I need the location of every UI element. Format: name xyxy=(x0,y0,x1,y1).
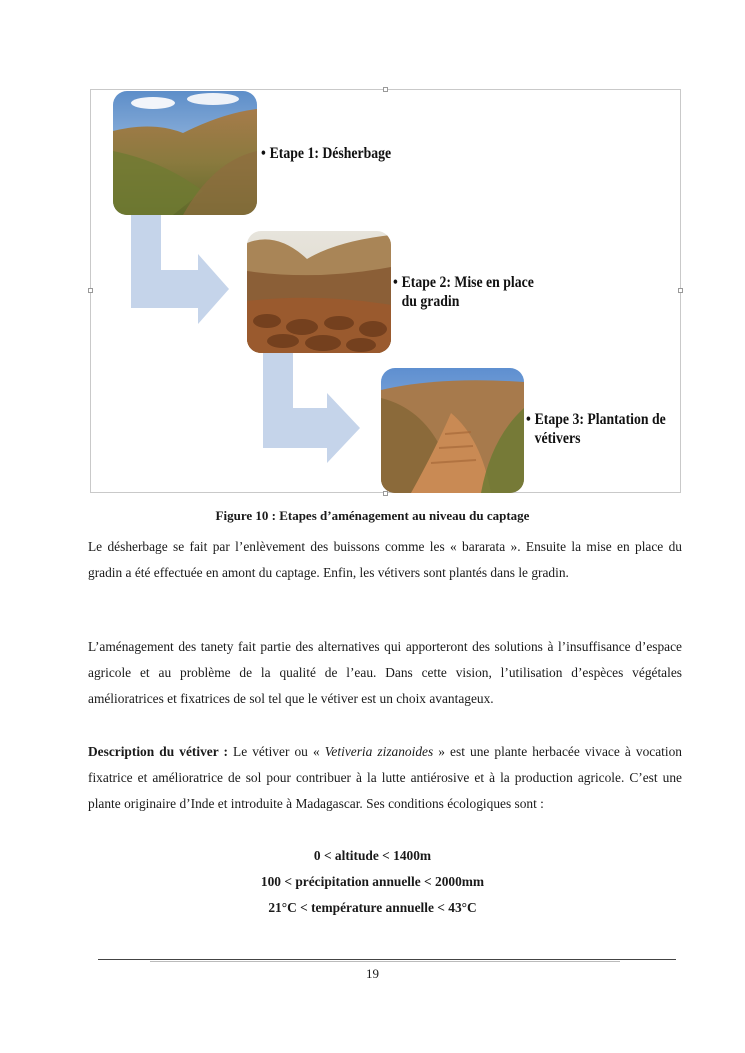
step-1-line1: Etape 1: Désherbage xyxy=(269,145,392,162)
figure-caption: Figure 10 : Etapes d’aménagement au niveau du captage xyxy=(215,508,530,523)
step-2-line2: du gradin xyxy=(401,293,460,310)
description-text-a: Le vétiver ou « xyxy=(227,744,325,759)
step-3-line2: vétivers xyxy=(534,430,581,447)
footer-rule xyxy=(98,959,676,960)
step-3-line1: Etape 3: Plantation de xyxy=(534,411,666,428)
paragraph-text: L’aménagement des tanety fait partie des alternatives qui apporteront des solutions à l’insuffisance d’espace agricole et au problème de la qualité de l’eau. Dans cette vision, l’utilisation d’espèces végétales amélioratrices et fixatrices de sol tel que le vétiver est un choix avantageux. xyxy=(88,639,682,706)
resize-handle[interactable] xyxy=(383,87,388,92)
page-number: 19 xyxy=(366,966,379,981)
condition-precipitation: 100 < précipitation annuelle < 2000mm xyxy=(260,874,485,889)
bullet: • xyxy=(526,411,531,428)
photo-desherbage xyxy=(113,91,257,215)
bullet: • xyxy=(393,274,398,291)
resize-handle[interactable] xyxy=(383,491,388,496)
arrow-step2-to-step3 xyxy=(263,353,360,463)
footer-rule-shadow xyxy=(150,961,620,962)
photo-gradin xyxy=(247,231,391,353)
paragraph-description xyxy=(88,739,682,817)
bullet: • xyxy=(261,145,266,162)
condition-temperature: 21°C < température annuelle < 43°C xyxy=(268,900,477,915)
arrow-step1-to-step2 xyxy=(131,212,229,324)
step-2-line1: Etape 2: Mise en place xyxy=(401,274,534,291)
step-2-label xyxy=(393,273,534,311)
step-1-label xyxy=(261,144,391,163)
paragraph-desherbage xyxy=(88,534,682,586)
condition-altitude: 0 < altitude < 1400m xyxy=(313,848,432,863)
photo-vetivers xyxy=(381,368,524,493)
species-name: Vetiveria zizanoides xyxy=(324,744,434,759)
description-text-b: » est une plante herbacée vivace à vocation fixatrice et amélioratrice de sol pour contribuer à la lutte antiérosive et à la production agricole. C’est une plante originaire d’Inde et introduite à Madagascar. Ses conditions écologiques sont : xyxy=(88,744,682,811)
resize-handle[interactable] xyxy=(88,288,93,293)
paragraph-amenagement xyxy=(88,634,682,712)
step-3-label xyxy=(526,410,666,448)
paragraph-text: Le désherbage se fait par l’enlèvement des buissons comme les « bararata ». Ensuite la mise en place du gradin a été effectuée en amont du captage. Enfin, les vétivers sont plantés dans le gradin. xyxy=(88,539,682,580)
resize-handle[interactable] xyxy=(678,288,683,293)
description-label: Description du vétiver : xyxy=(88,744,228,759)
